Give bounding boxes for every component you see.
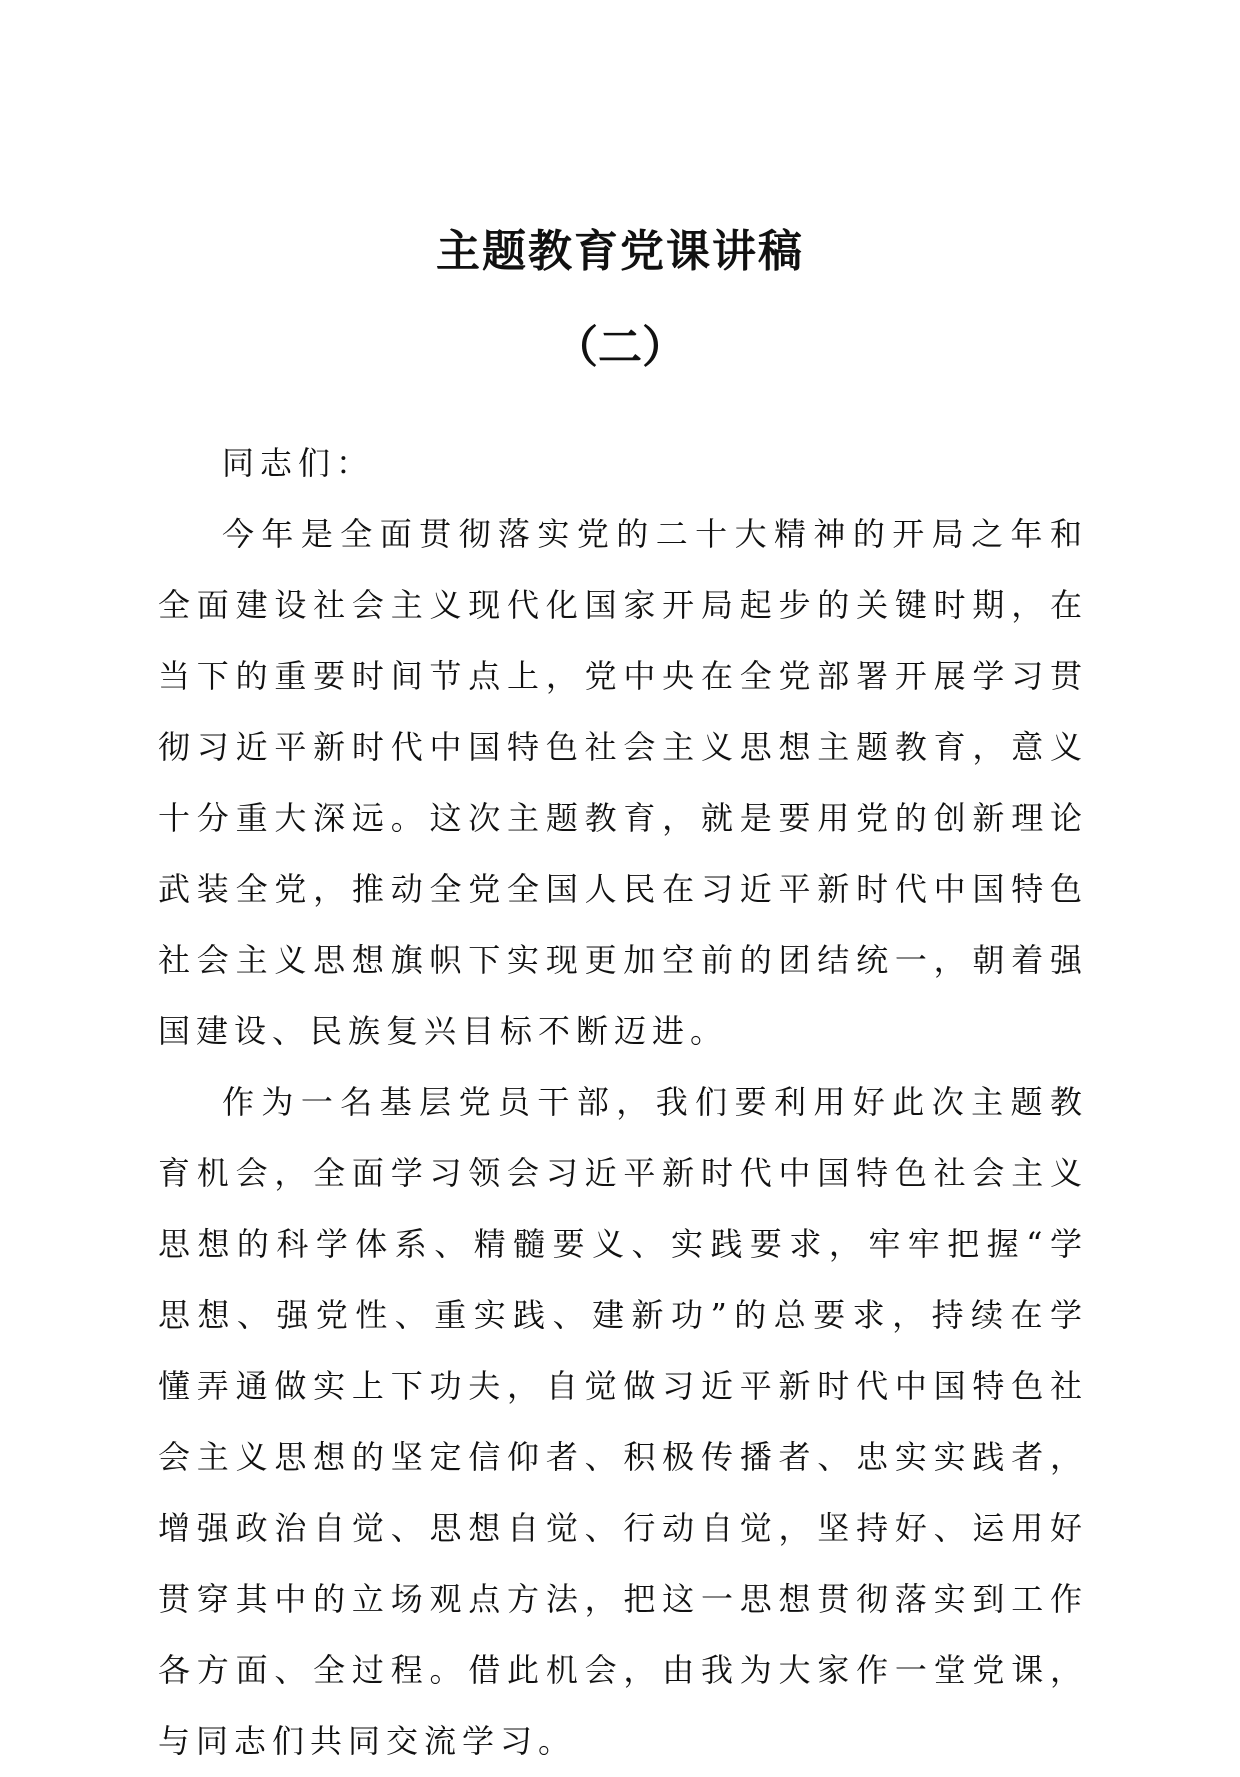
salutation: 同志们：	[222, 444, 375, 482]
paragraph-purpose: 作为一名基层党员干部，我们要利用好此次主题教育机会，全面学习领会习近平新时代中国特色社会主义思想的科学体系、精髓要义、实践要求，牢牢把握“学思想、强党性、重实践、建新功”的总要求，持续在学懂弄通做实上下功夫，自觉做习近平新时代中国特色社会主义思想的坚定信仰者、积极传播者、忠实实践者，增强政治自觉、思想自觉、行动自觉，坚持好、运用好贯穿其中的立场观点方法，把这一思想贯彻落实到工作各方面、全过程。借此机会，由我为大家作一堂党课，与同志们共同交流学习。	[158, 1083, 1088, 1760]
document-title: 主题教育党课讲稿	[436, 226, 804, 277]
document-body	[158, 428, 1088, 1777]
paragraph-opening: 今年是全面贯彻落实党的二十大精神的开局之年和全面建设社会主义现代化国家开局起步的关键时期，在当下的重要时间节点上，党中央在全党部署开展学习贯彻习近平新时代中国特色社会主义思想主题教育，意义十分重大深远。这次主题教育，就是要用党的创新理论武装全党，推动全党全国人民在习近平新时代中国特色社会主义思想旗帜下实现更加空前的团结统一，朝着强国建设、民族复兴目标不断迈进。	[158, 515, 1088, 1050]
document-subtitle: （二）	[554, 322, 686, 373]
